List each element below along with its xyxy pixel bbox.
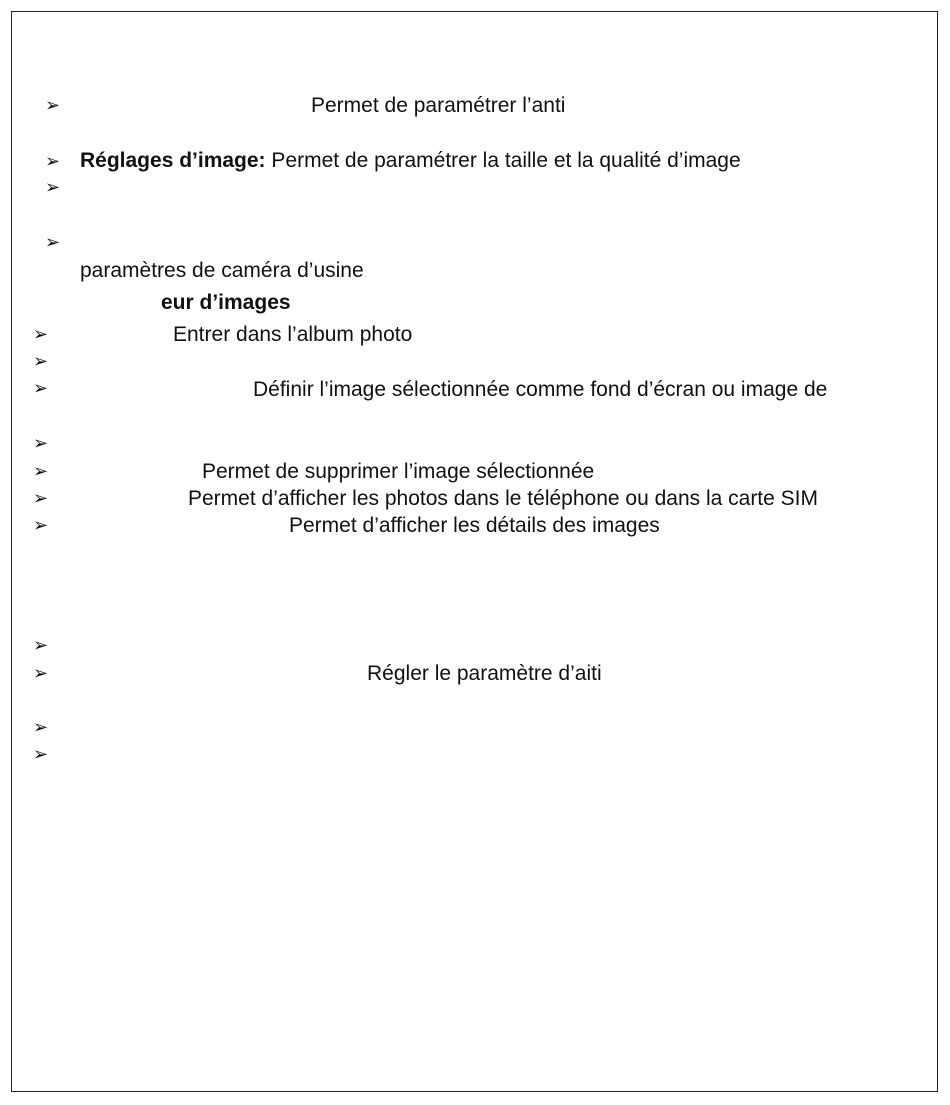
- bullet-icon: ➢: [33, 515, 49, 536]
- bullet-icon: ➢: [45, 151, 61, 172]
- bullet-icon: ➢: [33, 488, 49, 509]
- text-line: Permet d’afficher les détails des images: [289, 514, 660, 537]
- bullet-icon: ➢: [33, 378, 49, 399]
- text-line: paramètres de caméra d’usine: [80, 259, 364, 282]
- text-line: Définir l’image sélectionnée comme fond d’écran ou image de: [253, 378, 828, 401]
- bullet-icon: ➢: [33, 717, 49, 738]
- text-line: [80, 149, 741, 173]
- bullet-icon: ➢: [33, 351, 49, 372]
- bullet-icon: ➢: [45, 95, 61, 116]
- bullet-icon: ➢: [33, 635, 49, 656]
- bullet-icon: ➢: [33, 324, 49, 345]
- bullet-icon: ➢: [33, 744, 49, 765]
- section-heading: eur d’images: [161, 291, 291, 314]
- bullet-icon: ➢: [33, 461, 49, 482]
- text-line: Régler le paramètre d’aiti: [367, 662, 602, 685]
- text-line: Permet d’afficher les photos dans le téléphone ou dans la carte SIM: [188, 487, 818, 510]
- text-line: Permet de paramétrer l’anti: [311, 94, 566, 117]
- bullet-icon: ➢: [33, 433, 49, 454]
- section-text: Permet de paramétrer la taille et la qualité d’image: [265, 149, 741, 172]
- bullet-icon: ➢: [45, 232, 61, 253]
- bullet-icon: ➢: [33, 663, 49, 684]
- bullet-icon: ➢: [45, 177, 61, 198]
- page-frame: [11, 11, 938, 1092]
- text-line: Permet de supprimer l’image sélectionnée: [202, 460, 595, 483]
- section-label: Réglages d’image:: [80, 149, 266, 172]
- text-line: Entrer dans l’album photo: [173, 323, 413, 346]
